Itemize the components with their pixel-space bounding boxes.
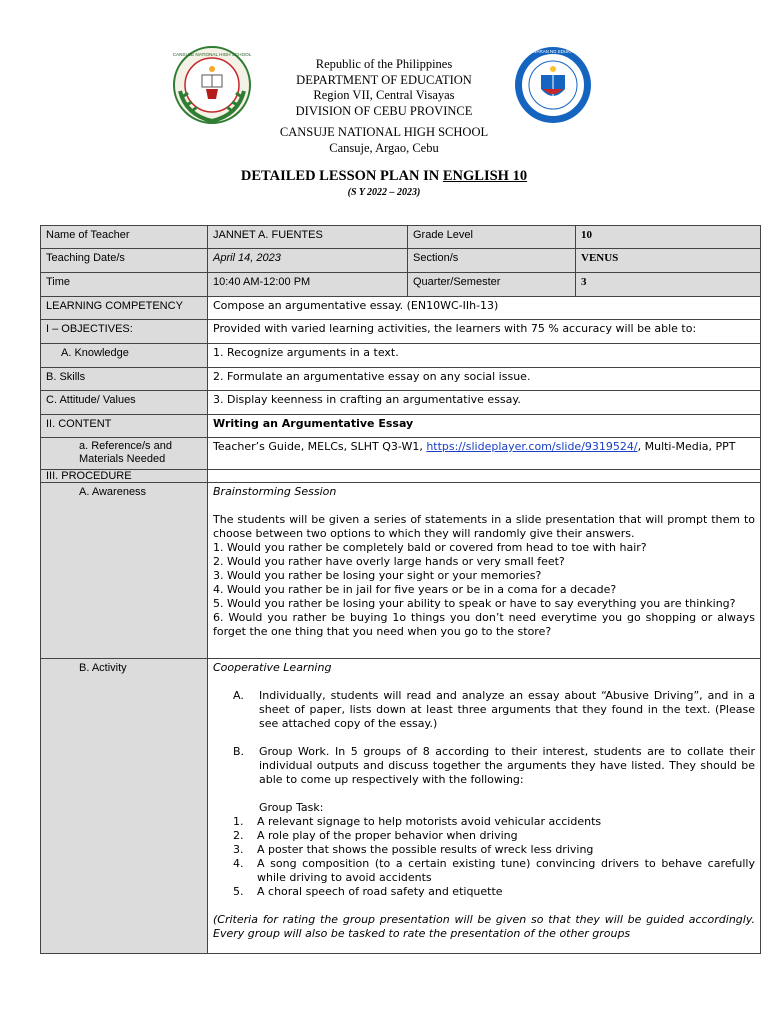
table-row [41,438,761,470]
list-marker: 5. [233,885,244,898]
objectives-value: Provided with varied learning activities, the learners with 75 % accuracy will be able to: [208,320,761,344]
attitude-label: C. Attitude/ Values [41,391,208,415]
table-row [41,273,761,297]
time-value: 10:40 AM-12:00 PM [208,273,408,297]
deped-seal-lettering: KAGAWARAN NG EDUKASYON [520,49,586,54]
activity-label: B. Activity [41,659,208,954]
activity-content [208,659,761,954]
table-row [41,368,761,391]
skills-label: B. Skills [41,368,208,391]
table-row [41,320,761,344]
spacer [213,675,755,689]
agency-line: Region VII, Central Visayas [313,88,455,102]
school-year: (S Y 2022 – 2023) [347,187,421,198]
activity-a-text: Individually, students will read and analyze an essay about “Abusive Driving”, and in a sheet of paper, lists down at least three arguments that they found in the text. (Please see attached copy of the essay.) [259,689,755,730]
list-item: 5. Would you rather be losing your ability to speak or have to say everything you are thinking? [213,597,736,610]
list-marker: 3. [233,843,244,856]
school-address: Cansuje, Argao, Cebu [329,140,439,155]
school-seal-lettering: CANSUJE NATIONAL HIGH SCHOOL [172,52,252,57]
procedure-empty [208,470,761,483]
spacer [213,899,755,913]
awareness-label: A. Awareness [41,483,208,659]
lesson-plan-table [40,225,761,954]
date-label: Teaching Date/s [41,249,208,273]
agency-line: DIVISION OF CEBU PROVINCE [295,103,473,118]
task-text: A role play of the proper behavior when driving [257,829,518,842]
table-row [41,483,761,659]
list-marker: B. [233,745,245,758]
agency-line: DEPARTMENT OF EDUCATION [296,72,472,87]
list-item [213,829,755,843]
table-row [41,297,761,320]
awareness-heading: Brainstorming Session [213,485,337,498]
spacer [213,499,755,513]
activity-b-text: Group Work. In 5 groups of 8 according to their interest, students are to collate their individual outputs and discuss together the arguments they have listed. They should be able to come up respectively with the following: [259,745,755,786]
slideplayer-link[interactable]: https://slideplayer.com/slide/9319524/ [426,440,638,453]
list-item: 4. Would you rather be in jail for five years or be in a coma for a decade? [213,583,617,596]
procedure-label: III. PROCEDURE [41,470,208,483]
section-value: VENUS [576,249,761,273]
attitude-value: 3. Display keenness in crafting an argumentative essay. [208,391,761,415]
quarter-label: Quarter/Semester [408,273,576,297]
list-item [213,745,755,787]
table-row [41,249,761,273]
spacer [213,787,755,801]
awareness-intro: The students will be given a series of statements in a slide presentation that will prompt them to choose between two options to which they will randomly give their answers. [213,513,755,540]
school-name: CANSUJE NATIONAL HIGH SCHOOL [279,125,489,139]
references-label: a. Reference/s and Materials Needed [41,438,208,470]
group-task-list [213,815,755,899]
skills-value: 2. Formulate an argumentative essay on any social issue. [208,368,761,391]
task-text: A poster that shows the possible results of wreck less driving [257,843,594,856]
table-row [41,344,761,368]
list-item [213,857,755,885]
content-label: II. CONTENT [41,415,208,438]
task-text: A song composition (to a certain existing tune) convincing drivers to behave carefully while driving to avoid accidents [257,857,755,884]
list-item: 1. Would you rather be completely bald or covered from head to toe with hair? [213,541,647,554]
list-item [213,885,755,899]
list-item: 3. Would you rather be losing your sight or your memories? [213,569,542,582]
table-row [41,415,761,438]
table-row [41,226,761,249]
quarter-value: 3 [576,273,761,297]
references-text: Teacher’s Guide, MELCs, SLHT Q3-W1, [213,440,427,453]
knowledge-value: 1. Recognize arguments in a text. [208,344,761,368]
list-marker: 1. [233,815,244,828]
objectives-label: I – OBJECTIVES: [41,320,208,344]
table-row [41,391,761,415]
list-marker: 4. [233,857,244,870]
list-item: 2. Would you rather have overly large hands or very small feet? [213,555,565,568]
activity-list [213,745,755,787]
table-row [41,659,761,954]
references-suffix: , Multi-Media, PPT [637,440,736,453]
grade-label: Grade Level [408,226,576,249]
spacer [213,731,755,745]
agency-line: Republic of the Philippines [315,57,453,71]
group-task-heading: Group Task: [259,801,324,814]
grade-value: 10 [576,226,761,249]
title-prefix: DETAILED LESSON PLAN IN [240,168,443,184]
activity-heading: Cooperative Learning [213,661,332,674]
teacher-value: JANNET A. FUENTES [208,226,408,249]
task-text: A choral speech of road safety and etiquette [257,885,503,898]
awareness-content [208,483,761,659]
list-item [213,843,755,857]
competency-value: Compose an argumentative essay. (EN10WC-IIh-13) [208,297,761,320]
activity-list [213,689,755,731]
references-value [208,438,761,470]
document-title [0,168,768,185]
task-text: A relevant signage to help motorists avoid vehicular accidents [257,815,602,828]
table-row [41,470,761,483]
list-item: 6. Would you rather be buying 1o things you don’t need everytime you go shopping or always forget the one thing that you need when you go to the store? [213,611,755,638]
school-header [0,125,768,156]
criteria-note: (Criteria for rating the group presentation will be given so that they will be guided accordingly. Every group will also be tasked to rate the presentation of the other groups [213,913,755,940]
teacher-label: Name of Teacher [41,226,208,249]
knowledge-label: A. Knowledge [41,344,208,368]
list-item [213,689,755,731]
agency-header [0,57,768,119]
section-label: Section/s [408,249,576,273]
list-marker: 2. [233,829,244,842]
time-label: Time [41,273,208,297]
title-subject: ENGLISH 10 [442,168,528,184]
content-value: Writing an Argumentative Essay [208,415,761,438]
date-value: April 14, 2023 [208,249,408,273]
competency-label: LEARNING COMPETENCY [41,297,208,320]
list-marker: A. [233,689,244,702]
list-item [213,815,755,829]
